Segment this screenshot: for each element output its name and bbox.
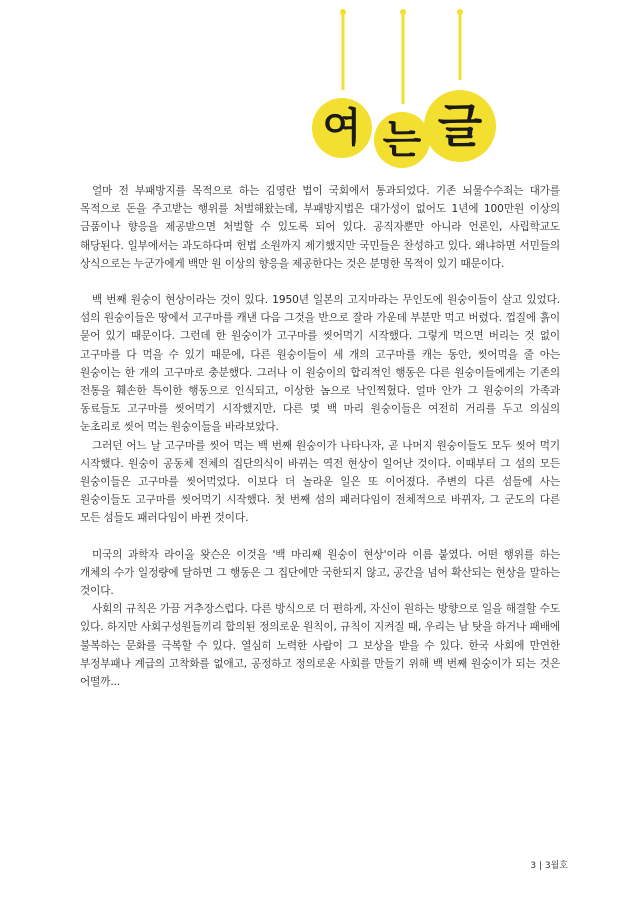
title-char-2: 는: [382, 117, 422, 163]
paragraph-2: 백 번째 원숭이 현상이라는 것이 있다. 1950년 일본의 고지마라는 무인도에 원숭이들이 살고 있었다. 섬의 원숭이들은 땅에서 고구마를 캐낸 다음 그것을 반으로 잘라 가운데 부분만 먹고 버렸다. 껍질에 흙이 묻어 있기 때문이다. 그런데 한 원숭이가 고구마를 씻어먹기 시작했다. 그렇게 먹으면 버리는 것 없이 고구마를 다 먹을 수 있기 때문에, 다른 원숭이들이 세 개의 고구마를 캐는 동안, 씻어먹을 줄 아는 원숭이는 한 개의 고구마로 충분했다. 그러나 이 원숭이의 합리적인 행동은 다른 원숭이들에게는 기존의 전통을 훼손한 특이한 행동으로 인식되고, 이상한 놈으로 낙인찍혔다. 얼마 안가 그 원숭이의 가족과 동료들도 고구마를 씻어먹기 시작했지만, 다른 몇 백 마리 원숭이들은 여전히 거리를 두고 의심의 눈초리로 씻어 먹는 원숭이들을 바라보았다.: [80, 294, 560, 434]
issue-label: 3월호: [544, 861, 568, 871]
hanging-strings: [343, 14, 460, 104]
title-char-1: 여: [322, 105, 362, 151]
article-body: [80, 182, 560, 691]
string-caps: [340, 9, 463, 15]
paragraph-4: 미국의 과학자 라이올 왓슨은 이것을 '백 마리째 원숭이 현상'이라 이름 붙였다. 어떤 행위를 하는 개체의 수가 일정량에 달하면 그 행동은 그 집단에만 국한되지 않고, 공간을 넘어 확산되는 현상을 말하는 것이다.: [80, 548, 560, 598]
title-char-3: 글: [437, 99, 483, 153]
paragraph-1: 얼마 전 부패방지를 목적으로 하는 김영란 법이 국회에서 통과되었다. 기존 뇌물수수죄는 대가를 목적으로 돈을 주고받는 행위를 처벌해왔는데, 부패방지법은 대가성이 없어도 1년에 100만원 이상의 금품이나 향응을 제공받으면 처벌할 수 있도록 되어 있다. 공직자뿐만 아니라 언론인, 사립학교도 해당된다. 일부에서는 과도하다며 헌법 소원까지 제기했지만 국민들은 찬성하고 있다. 왜냐하면 서민들의 상식으로는 누군가에게 백만 원 이상의 향응을 제공한다는 것은 분명한 목적이 있기 때문이다.: [80, 185, 560, 270]
footer-separator: |: [538, 861, 542, 871]
paragraph-5: 사회의 규칙은 가끔 거추장스럽다. 다른 방식으로 더 편하게, 자신이 원하는 방향으로 일을 해결할 수도 있다. 하지만 사회구성원들끼리 합의된 정의로운 원칙이, 규칙이 지켜질 때, 우리는 남 탓을 하거나 패배에 불복하는 문화를 극복할 수 있다. 열심히 노력한 사람이 그 보상을 받을 수 있다. 한국 사회에 만연한 부정부패나 계급의 고착화를 없애고, 공정하고 정의로운 사회를 만들기 위해 백 번째 원숭이가 되는 것은 어떨까...: [80, 603, 560, 689]
page-footer: [530, 858, 568, 871]
page-number: 3: [530, 861, 537, 871]
header-decoration: [0, 0, 640, 190]
paragraph-3: 그러던 어느 날 고구마를 씻어 먹는 백 번째 원숭이가 나타나자, 곧 나머지 원숭이들도 모두 씻어 먹기 시작했다. 원숭이 공동체 전체의 집단의식이 바뀌는 역전 현상이 일어난 것이다. 이때부터 그 섬의 모든 원숭이들은 고구마를 씻어먹었다. 이보다 더 놀라운 일은 또 이어졌다. 주변의 다른 섬들에 사는 원숭이들도 고구마를 씻어먹기 시작했다. 첫 번째 섬의 패러다임이 전체적으로 바뀌자, 그 군도의 다른 모든 섬들도 패러다임이 바뀐 것이다.: [80, 439, 560, 525]
